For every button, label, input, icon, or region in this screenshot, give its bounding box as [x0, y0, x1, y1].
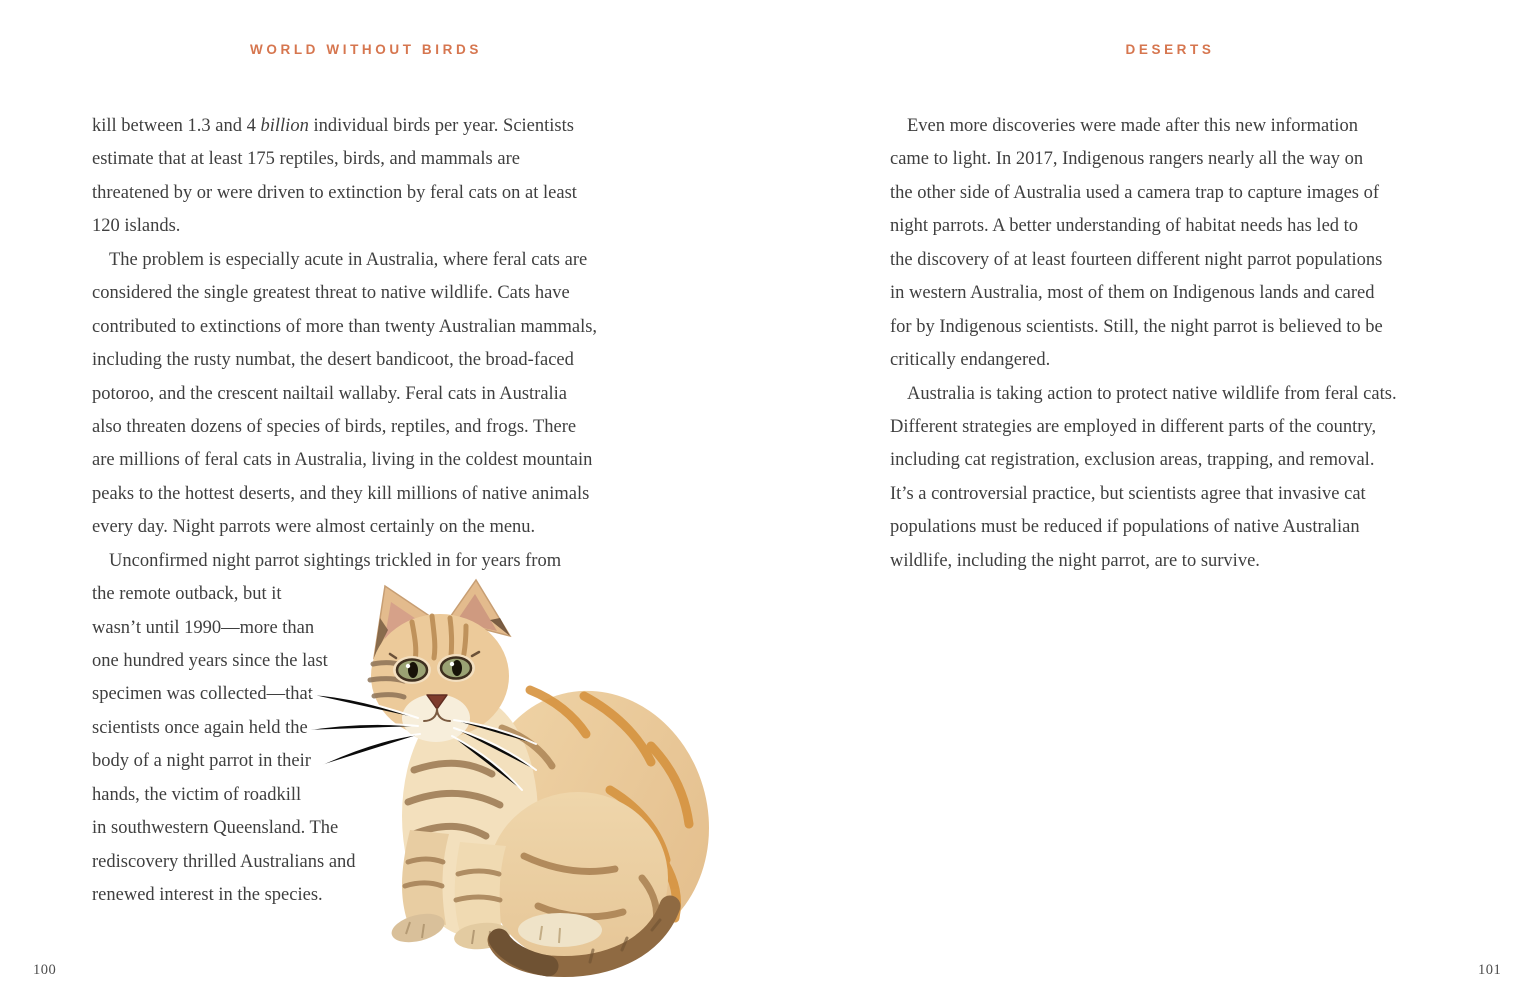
- text-line: the other side of Australia used a camera trap to capture images of: [890, 182, 1380, 203]
- text-line: night parrots. A better understanding of habitat needs has led to: [890, 216, 1359, 237]
- right-page-text: [890, 110, 1470, 578]
- right-page-number: 101: [1478, 962, 1502, 978]
- text-line: are millions of feral cats in Australia, living in the coldest mountain: [92, 450, 593, 471]
- tabby-cat-illustration: [352, 578, 720, 990]
- italic-word: billion: [260, 116, 309, 136]
- text-line: every day. Night parrots were almost certainly on the menu.: [92, 517, 536, 538]
- text-line: estimate that at least 175 reptiles, birds, and mammals are: [92, 149, 520, 170]
- text-line: wasn’t until 1990—more than: [92, 617, 315, 638]
- text-line: considered the single greatest threat to native wildlife. Cats have: [92, 283, 570, 304]
- left-page-number: 100: [33, 962, 57, 978]
- text-line: came to light. In 2017, Indigenous rangers nearly all the way on: [890, 149, 1364, 170]
- text-line: renewed interest in the species.: [92, 885, 323, 906]
- text-line: Unconfirmed night parrot sightings trickled in for years from: [109, 550, 562, 571]
- text-line: populations must be reduced if populations of native Australian: [890, 517, 1360, 538]
- cat-svg: [352, 578, 720, 990]
- text-line: specimen was collected—that: [92, 684, 313, 705]
- text-line: for by Indigenous scientists. Still, the night parrot is believed to be: [890, 316, 1383, 337]
- text-line: 120 islands.: [92, 216, 181, 237]
- text-line: threatened by or were driven to extinction by feral cats on at least: [92, 182, 577, 203]
- text-line: including the rusty numbat, the desert bandicoot, the broad-faced: [92, 350, 574, 371]
- text-line: The problem is especially acute in Australia, where feral cats are: [109, 249, 588, 270]
- text-line: also threaten dozens of species of birds, reptiles, and frogs. There: [92, 416, 577, 437]
- text-line: body of a night parrot in their: [92, 751, 311, 772]
- text-line: It’s a controversial practice, but scientists agree that invasive cat: [890, 483, 1366, 504]
- text-line: potoroo, and the crescent nailtail wallaby. Feral cats in Australia: [92, 383, 568, 404]
- text-line: wildlife, including the night parrot, are to survive.: [890, 550, 1260, 571]
- text-line: the remote outback, but it: [92, 584, 282, 605]
- text-line: Australia is taking action to protect native wildlife from feral cats.: [907, 383, 1397, 404]
- text-line: Different strategies are employed in different parts of the country,: [890, 416, 1377, 437]
- text-line: in southwestern Queensland. The: [92, 818, 339, 839]
- text-line: Even more discoveries were made after this new information: [907, 116, 1359, 136]
- text-line: kill between 1.3 and 4 billion individual birds per year. Scientists: [92, 116, 574, 136]
- text-line: scientists once again held the: [92, 717, 308, 738]
- text-line: including cat registration, exclusion areas, trapping, and removal.: [890, 450, 1375, 471]
- text-line: critically endangered.: [890, 350, 1051, 371]
- text-line: contributed to extinctions of more than twenty Australian mammals,: [92, 316, 598, 337]
- text-line: one hundred years since the last: [92, 651, 328, 671]
- text-line: hands, the victim of roadkill: [92, 784, 302, 805]
- text-line: rediscovery thrilled Australians and: [92, 851, 356, 872]
- text-line: the discovery of at least fourteen different night parrot populations: [890, 249, 1383, 270]
- right-running-head: DESERTS: [1125, 42, 1215, 57]
- text-line: peaks to the hottest deserts, and they kill millions of native animals: [92, 483, 590, 504]
- left-running-head: WORLD WITHOUT BIRDS: [250, 42, 482, 57]
- text-line: in western Australia, most of them on Indigenous lands and cared: [890, 283, 1375, 304]
